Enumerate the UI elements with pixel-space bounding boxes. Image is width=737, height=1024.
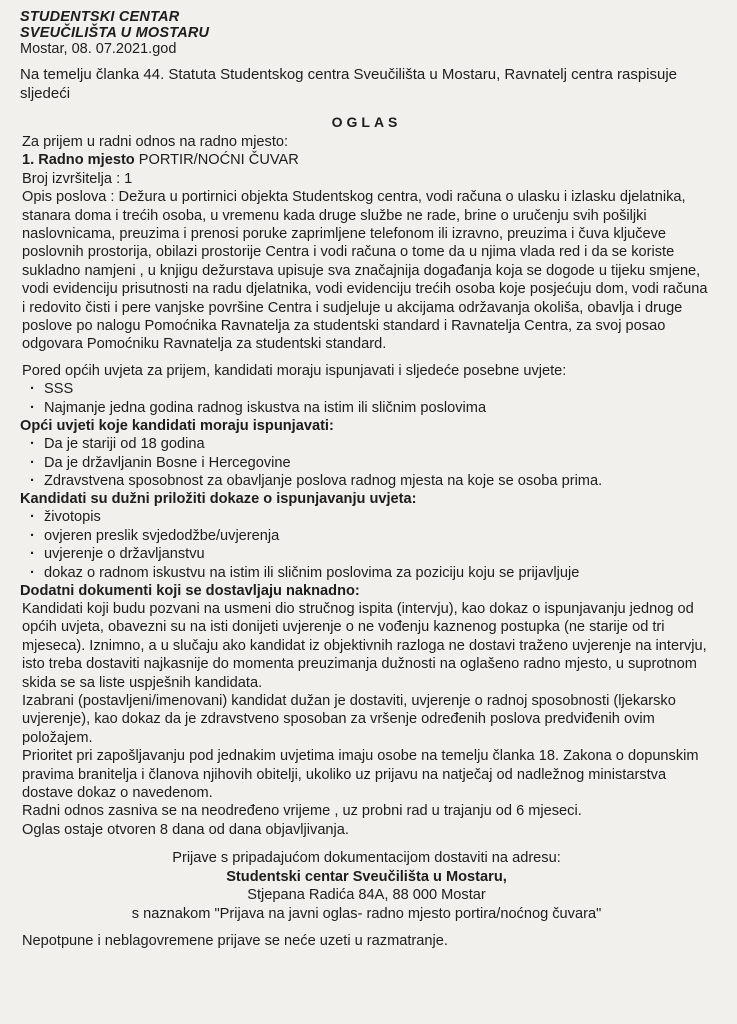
required-documents-heading: Kandidati su dužni priložiti dokaze o ispunjavanju uvjeta:: [20, 491, 417, 508]
additional-paragraph-2: Izabrani (postavljeni/imenovani) kandidat dužan je dostaviti, uvjerenje o radnoj sposobnosti (ljekarsko uvjerenje), kao dokaz da je zdravstveno sposoban za vršenje određenih poslova predviđenih ovim položajem.: [22, 692, 676, 746]
list-item: · Najmanje jedna godina radnog iskustva na istim ili sličnim poslovima: [30, 399, 715, 417]
notice-heading: OGLAS: [331, 114, 402, 130]
list-item: · SSS: [30, 380, 715, 398]
organization-name-line1: STUDENTSKI CENTAR: [20, 9, 180, 25]
submission-marking: s naznakom "Prijava na javni oglas- radno mjesto portira/noćnog čuvara": [131, 905, 602, 922]
list-item: · Zdravstvena sposobnost za obavljanje poslova radnog mjesta na koje se osoba prima.: [30, 472, 715, 490]
closing-block: [18, 849, 715, 923]
additional-documents-body: [22, 600, 715, 839]
general-conditions-heading: Opći uvjeti koje kandidati moraju ispunjavati:: [20, 418, 334, 435]
intro-paragraph: Na temelju članka 44. Statuta Studentskog centra Sveučilišta u Mostaru, Ravnatelj centra raspisuje sljedeći: [20, 66, 678, 102]
submission-organization: Studentski centar Sveučilišta u Mostaru,: [226, 868, 507, 885]
additional-paragraph-4: Radni odnos zasniva se na neodređeno vrijeme , uz probni rad u trajanju od 6 mjeseci.: [22, 803, 582, 820]
additional-paragraph-1: Kandidati koji budu pozvani na usmeni dio stručnog ispita (intervju), kao dokaz o ispunjavanju jednog od općih uvjeta, obavezni su na isti donijeti uvjerenje o ne vođenju kaznenog postupka (ne starije od tri mjeseca). Iznimno, a u slučaju ako kandidat iz objektivnih razloga ne dostavi traženo uvjerenje na intervju, isto treba dostaviti najkasnije do momenta preuzimanja dužnosti na oglašeno radno mjesto, u suprotnom skida se sa liste uspješnih kandidata.: [22, 600, 707, 691]
additional-paragraph-5: Oglas ostaje otvoren 8 dana od dana objavljivanja.: [22, 821, 349, 838]
special-conditions-intro: Pored općih uvjeta za prijem, kandidati moraju ispunjavati i sljedeće posebne uvjete:: [22, 362, 567, 379]
list-item: · dokaz o radnom iskustvu na istim ili sličnim poslovima za poziciju koju se prijavljuje: [30, 564, 715, 582]
final-note: Nepotpune i neblagovremene prijave se neće uzeti u razmatranje.: [22, 933, 448, 950]
additional-documents-heading: Dodatni dokumenti koji se dostavljaju naknadno:: [20, 582, 360, 599]
position-section: [22, 133, 715, 354]
position-line: [22, 151, 715, 169]
position-count: Broj izvršitelja : 1: [22, 170, 133, 187]
required-documents-list: [18, 508, 715, 582]
position-intro: Za prijem u radni odnos na radno mjesto:: [22, 134, 289, 150]
additional-paragraph-3: Prioritet pri zapošljavanju pod jednakim uvjetima imaju osobe na temelju članka 18. Zakona o dopunskim pravima branitelja i članova njihovih obitelji, ukoliko uz prijavu na natječaj od nadležnog ministarstva dostave dokaz o navedenom.: [22, 748, 699, 801]
list-item: · ovjeren preslik svjedodžbe/uvjerenja: [30, 527, 715, 545]
list-item: · uvjerenje o državljanstvu: [30, 545, 715, 563]
submission-address: Stjepana Radića 84A, 88 000 Mostar: [247, 887, 486, 904]
position-label: 1. Radno mjesto: [22, 152, 135, 169]
general-conditions-list: [18, 435, 715, 490]
list-item: · Da je stariji od 18 godina: [30, 435, 715, 453]
organization-name-line2: SVEUČILIŠTA U MOSTARU: [20, 25, 210, 41]
list-item: · životopis: [30, 508, 715, 526]
submission-instruction: Prijave s pripadajućom dokumentacijom dostaviti na adresu:: [172, 850, 561, 867]
date-line: Mostar, 08. 07.2021.god: [20, 41, 177, 57]
position-title: PORTIR/NOĆNI ČUVAR: [138, 152, 299, 169]
job-description: Opis poslova : Dežura u portirnici objekta Studentskog centra, vodi računa o ulasku i izlasku djelatnika, stanara doma i trećih osoba, u vremenu kada druge službe ne rade, brine o uručenju svih pošiljki naslovnicama, preuzima i prenosi poruke zaprimljene telefonom ili izravno, preuzima i čuva ključeve poslovnih prostorija, obilazi prostorije Centra i vodi računa o tome da u njima vlada red i da se koriste sukladno namjeni , u knjigu dežurstava upisuje sva značajnija događanja koja se dogode u tijeku smjene, vodi evidenciju prisutnosti na radu djelatnika, vodi evidenciju trećih osoba koje posjećuju dom, vodi računa i redovito čisti i pere vanjske površine Centra i sudjeluje u akcijama održavanja okoliša, obavlja i druge poslove po nalogu Pomoćnika Ravnatelja za studentski standard i Ravnatelja Centra, za svoj posao odgovara Pomoćniku Ravnatelja za studentski standard.: [22, 189, 708, 353]
special-conditions-list: [18, 380, 715, 417]
list-item: · Da je državljanin Bosne i Hercegovine: [30, 454, 715, 472]
